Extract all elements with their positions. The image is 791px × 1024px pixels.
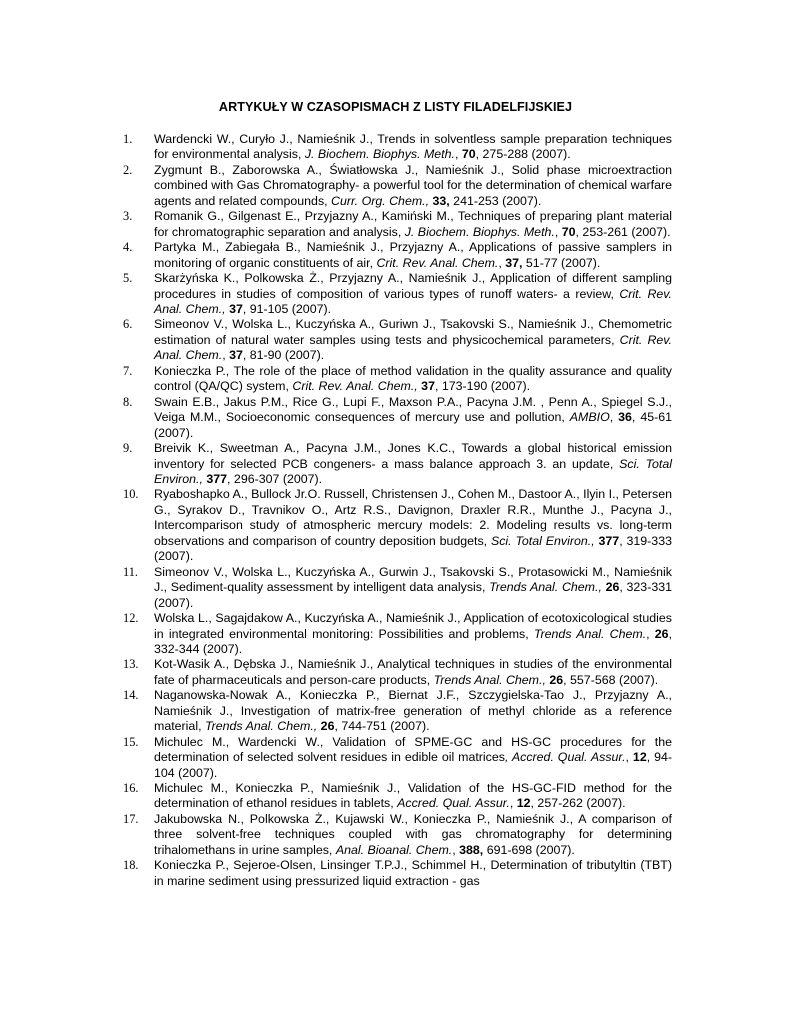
reference-number: 3. <box>123 209 133 224</box>
reference-text <box>154 209 672 240</box>
citation-text: , 332-344 (2007). <box>154 626 673 656</box>
journal-name: Trends Anal. Chem., <box>204 719 318 734</box>
volume-number: 37 <box>229 348 243 363</box>
page-heading: ARTYKUŁY W CZASOPISMACH Z LISTY FILADELFIJSKIEJ <box>218 100 573 114</box>
reference-number: 1. <box>123 132 133 146</box>
journal-name: Accred. Qual. Assur. <box>397 796 510 811</box>
reference-item <box>123 812 672 858</box>
citation-text: , 91-105 (2007). <box>242 301 332 316</box>
volume-number: 36 <box>618 410 632 425</box>
volume-number: 388, <box>459 842 484 857</box>
citation-text: , 557-568 (2007). <box>563 672 659 687</box>
reference-item <box>123 858 672 889</box>
reference-number: 4. <box>123 240 133 255</box>
citation-text: , 173-190 (2007). <box>434 379 531 394</box>
citation-text: , <box>609 410 619 425</box>
reference-number: 15. <box>123 734 139 749</box>
reference-text <box>154 565 672 611</box>
volume-number: 377 <box>206 471 228 486</box>
journal-name: Trends Anal. Chem. <box>533 626 647 641</box>
volume-number: 70 <box>461 147 476 162</box>
volume-number: 26 <box>320 719 335 734</box>
reference-number: 13. <box>123 657 139 672</box>
reference-list <box>123 132 672 889</box>
reference-number: 11. <box>123 564 139 579</box>
journal-name: Anal. Bioanal. Chem. <box>335 842 453 857</box>
citation-text: Ryaboshapko A., Bullock Jr.O. Russell, Christensen J., Cohen M., Dastoor A., Ilyin I., Petersen G., Syrakov D., Travnikov O., Artz R.S., Davignon, Draxler R.R., Munthe J., Pacyna J., Intercomparison study of atmospheric mercury models: 2. Modeling results vs. long-term observations and comparison of country deposition budgets, <box>154 487 672 548</box>
citation-text: 241-253 (2007). <box>449 193 542 208</box>
volume-number: 70 <box>561 224 576 239</box>
volume-number: 12 <box>516 796 531 811</box>
citation-text: , 319-333 (2007). <box>154 533 672 564</box>
reference-text <box>154 240 672 271</box>
reference-text <box>154 657 672 688</box>
citation-text: Wolska L., Sagajdakow A., Kuczyńska A., Namieśnik J., Application of ecotoxicological studies in integrated environmental monitoring: Possibilities and problems, <box>154 611 672 641</box>
volume-number: 37, <box>505 255 523 270</box>
reference-item <box>123 657 672 688</box>
reference-number: 9. <box>123 441 133 456</box>
citation-text: , 45-61 (2007). <box>154 410 673 440</box>
reference-text <box>154 163 672 209</box>
citation-text: , 253-261 (2007). <box>575 224 671 239</box>
citation-text: Michulec M., Konieczka P., Namieśnik J., Validation of the HS-GC-FID method for the determination of ethanol residues in tablets, <box>154 781 672 811</box>
volume-number: 12 <box>632 750 647 765</box>
reference-text <box>154 611 672 657</box>
reference-item <box>123 781 672 812</box>
reference-text <box>154 688 672 734</box>
reference-item <box>123 395 672 441</box>
reference-item <box>123 271 672 317</box>
journal-name: Crit. Rev. Anal. Chem., <box>154 286 672 316</box>
journal-name: Sci. Total Environ., <box>490 533 595 548</box>
citation-text: , 275-288 (2007). <box>475 147 571 162</box>
journal-name: Crit. Rev. Anal. Chem. <box>154 332 672 363</box>
journal-name: Crit. Rev. Anal. Chem. <box>376 255 499 270</box>
reference-number: 8. <box>123 394 133 409</box>
reference-item <box>123 163 672 209</box>
citation-text: , <box>452 842 460 857</box>
reference-item <box>123 240 672 271</box>
citation-text: , <box>222 348 230 363</box>
journal-name: AMBIO <box>569 410 610 425</box>
journal-name: Sci. Total Environ., <box>154 456 672 486</box>
citation-text: , <box>454 147 462 162</box>
citation-text: , <box>498 255 506 270</box>
citation-text: , <box>509 796 517 811</box>
journal-name: Trends Anal. Chem., <box>433 672 546 687</box>
citation-text: , 744-751 (2007). <box>334 719 430 734</box>
citation-text: , 323-331 (2007). <box>154 580 673 610</box>
citation-text: , 81-90 (2007). <box>242 348 325 363</box>
reference-text <box>154 781 672 812</box>
reference-number: 17. <box>123 811 139 826</box>
citation-text: Kot-Wasik A., Dębska J., Namieśnik J., Analytical techniques in studies of the environmental fate of pharmaceuticals and person-care products, <box>154 657 672 687</box>
reference-text <box>154 441 672 487</box>
reference-text <box>154 487 672 564</box>
citation-text: , <box>625 750 633 765</box>
reference-item <box>123 735 672 781</box>
citation-text: Wardencki W., Curyło J., Namieśnik J., Trends in solventless sample preparation techniques for environmental analysis, <box>154 132 672 162</box>
reference-item <box>123 317 672 363</box>
journal-name: J. Biochem. Biophys. Meth. <box>304 147 455 162</box>
reference-number: 2. <box>123 162 133 177</box>
reference-item <box>123 487 672 564</box>
reference-number: 12. <box>123 611 139 626</box>
citation-text: , 296-307 (2007). <box>227 471 323 486</box>
citation-text: 51-77 (2007). <box>522 255 601 270</box>
reference-item <box>123 565 672 611</box>
reference-text <box>154 812 672 858</box>
reference-text <box>154 858 672 889</box>
citation-text: Zygmunt B., Zaborowska A., Światłowska J., Namieśnik J., Solid phase microextraction combined with Gas Chromatography- a powerful tool for the determination of chemical warfare agents and related compounds, <box>154 162 672 208</box>
citation-text: Konieczka P., The role of the place of method validation in the quality assurance and quality control (QA/QC) system, <box>154 363 672 394</box>
reference-text <box>154 395 672 441</box>
reference-number: 18. <box>123 858 139 873</box>
volume-number: 26 <box>549 672 564 687</box>
volume-number: 377 <box>598 533 620 548</box>
journal-name: J. Biochem. Biophys. Meth. <box>404 224 555 239</box>
citation-text: , 94-104 (2007). <box>154 750 672 780</box>
reference-item <box>123 132 672 163</box>
citation-text: , 257-262 (2007). <box>530 796 626 811</box>
reference-number: 14. <box>123 688 139 703</box>
citation-text: 691-698 (2007). <box>483 842 575 857</box>
volume-number: 37 <box>421 379 435 394</box>
journal-name: Crit. Rev. Anal. Chem., <box>292 379 418 394</box>
reference-item <box>123 209 672 240</box>
reference-number: 16. <box>123 781 139 796</box>
journal-name: Curr. Org. Chem., <box>331 193 430 208</box>
citation-text: Simeonov V., Wolska L., Kuczyńska A., Gurwin J., Tsakovski S., Protasowicki M., Namieśnik J., Sediment-quality assessment by intelligent data analysis, <box>154 564 672 595</box>
reference-item <box>123 364 672 395</box>
journal-name: Trends Anal. Chem., <box>489 580 602 595</box>
reference-text <box>154 317 672 363</box>
volume-number: 37 <box>229 301 243 316</box>
citation-text: Breivik K., Sweetman A., Pacyna J.M., Jones K.C., Towards a global historical emission inventory for selected PCB congeners- a mass balance approach 3. an update, <box>154 441 672 471</box>
reference-item <box>123 688 672 734</box>
citation-text: Naganowska-Nowak A., Konieczka P., Biernat J.F., Szczygielska-Tao J., Przyjazny A., Namieśnik J., Investigation of matrix-free generation of methyl chloride as a reference material, <box>154 688 672 734</box>
citation-text: Konieczka P., Sejeroe-Olsen, Linsinger T.P.J., Schimmel H., Determination of tributyltin (TBT) in marine sediment using pressurized liquid extraction - gas <box>154 858 672 888</box>
citation-text: Michulec M., Wardencki W., Validation of SPME-GC and HS-GC procedures for the determination of selected solvent residues in edible oil matrices <box>154 734 672 765</box>
reference-text <box>154 364 672 395</box>
volume-number: 26 <box>605 580 620 595</box>
reference-item <box>123 441 672 487</box>
volume-number: 33, <box>432 193 450 208</box>
citation-text: Jakubowska N., Polkowska Ż., Kujawski W., Konieczka P., Namieśnik J., A comparison of three solvent-free techniques coupled with gas chromatography for determining trihalomethans in urine samples, <box>154 811 672 857</box>
citation-text: , <box>646 626 655 641</box>
citation-text: Partyka M., Zabiegała B., Namieśnik J., Przyjazny A., Applications of passive samplers in monitoring of organic constituents of air, <box>154 240 672 270</box>
citation-text: Skarżyńska K., Polkowska Ż., Przyjazny A., Namieśnik J., Application of different sampling procedures in studies of composition of various types of runoff waters- a review, <box>154 271 672 301</box>
citation-text: , <box>554 224 562 239</box>
citation-text: Romanik G., Gilgenast E., Przyjazny A., Kamiński M., Techniques of preparing plant material for chromatographic separation and analysis, <box>154 209 672 239</box>
citation-text: Swain E.B., Jakus P.M., Rice G., Lupi F., Maxson P.A., Pacyna J.M. , Penn A., Spiegel S.J., Veiga M.M., Socioeconomic consequences of mercury use and pollution, <box>154 394 672 425</box>
reference-text <box>154 735 672 781</box>
reference-text <box>154 132 672 163</box>
citation-text: Simeonov V., Wolska L., Kuczyńska A., Guriwn J., Tsakovski S., Namieśnik J., Chemometric estimation of natural water samples using tests and physicochemical parameters, <box>154 317 672 347</box>
reference-number: 6. <box>123 317 133 332</box>
reference-text <box>154 271 672 317</box>
volume-number: 26 <box>654 626 669 641</box>
reference-number: 10. <box>123 487 139 502</box>
reference-number: 7. <box>123 363 133 378</box>
reference-number: 5. <box>123 271 133 286</box>
reference-item <box>123 611 672 657</box>
journal-name: , Accred. Qual. Assur. <box>504 750 626 765</box>
